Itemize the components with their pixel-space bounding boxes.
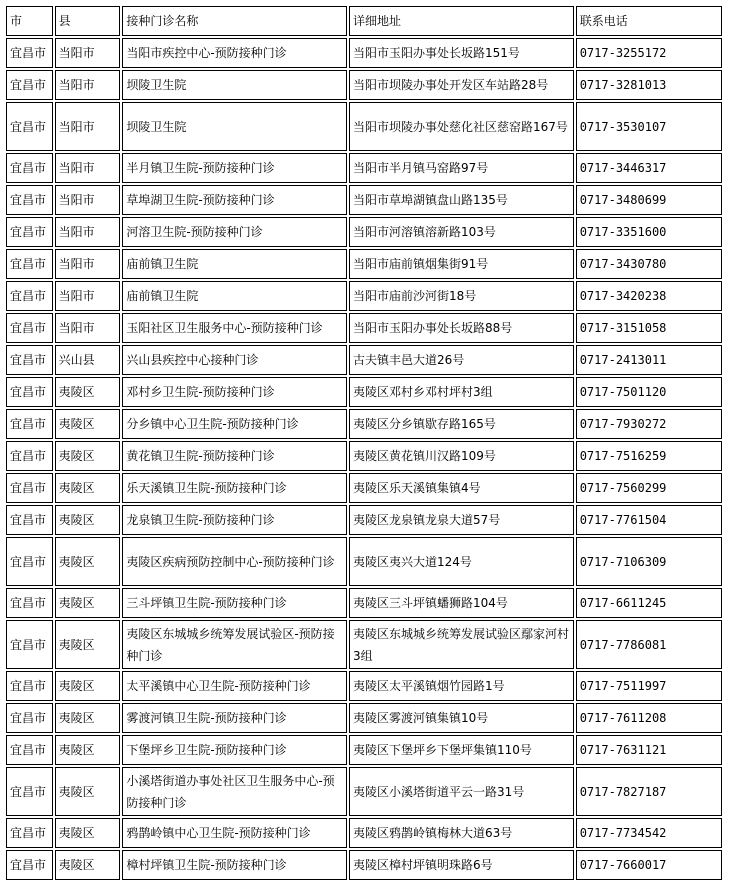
- cell-city: 宜昌市: [6, 620, 53, 669]
- cell-county: 兴山县: [55, 345, 121, 375]
- table-row: [6, 102, 722, 151]
- cell-phone: 0717-7106309: [576, 537, 722, 586]
- cell-address: 夷陵区东城城乡统筹发展试验区鄢家河村3组: [349, 620, 574, 669]
- cell-city: 宜昌市: [6, 703, 53, 733]
- cell-phone: 0717-7511997: [576, 671, 722, 701]
- cell-phone: 0717-3480699: [576, 185, 722, 215]
- cell-county: 夷陵区: [55, 620, 121, 669]
- cell-city: 宜昌市: [6, 377, 53, 407]
- cell-city: 宜昌市: [6, 249, 53, 279]
- cell-county: 当阳市: [55, 70, 121, 100]
- table-body: [6, 38, 722, 880]
- table-row: [6, 217, 722, 247]
- cell-clinic-name: 庙前镇卫生院: [122, 249, 347, 279]
- cell-clinic-name: 当阳市疾控中心-预防接种门诊: [122, 38, 347, 68]
- cell-address: 当阳市庙前镇烟集街91号: [349, 249, 574, 279]
- cell-clinic-name: 小溪塔街道办事处社区卫生服务中心-预防接种门诊: [122, 767, 347, 816]
- cell-address: 夷陵区下堡坪乡下堡坪集镇110号: [349, 735, 574, 765]
- cell-phone: 0717-3281013: [576, 70, 722, 100]
- cell-county: 夷陵区: [55, 409, 121, 439]
- cell-county: 当阳市: [55, 217, 121, 247]
- cell-clinic-name: 兴山县疾控中心接种门诊: [122, 345, 347, 375]
- table-row: [6, 620, 722, 669]
- table-row: [6, 588, 722, 618]
- cell-phone: 0717-7786081: [576, 620, 722, 669]
- cell-address: 夷陵区樟村坪镇明珠路6号: [349, 850, 574, 880]
- cell-clinic-name: 雾渡河镇卫生院-预防接种门诊: [122, 703, 347, 733]
- cell-county: 夷陵区: [55, 671, 121, 701]
- cell-county: 当阳市: [55, 185, 121, 215]
- cell-county: 夷陵区: [55, 377, 121, 407]
- cell-clinic-name: 樟村坪镇卫生院-预防接种门诊: [122, 850, 347, 880]
- cell-county: 夷陵区: [55, 505, 121, 535]
- vaccination-clinic-table: [4, 4, 724, 882]
- cell-county: 当阳市: [55, 313, 121, 343]
- cell-county: 夷陵区: [55, 703, 121, 733]
- cell-city: 宜昌市: [6, 671, 53, 701]
- header-address: 详细地址: [349, 6, 574, 36]
- cell-clinic-name: 坝陵卫生院: [122, 102, 347, 151]
- cell-county: 当阳市: [55, 249, 121, 279]
- cell-phone: 0717-7501120: [576, 377, 722, 407]
- table-row: [6, 850, 722, 880]
- cell-address: 夷陵区太平溪镇烟竹园路1号: [349, 671, 574, 701]
- cell-clinic-name: 夷陵区疾病预防控制中心-预防接种门诊: [122, 537, 347, 586]
- cell-county: 当阳市: [55, 153, 121, 183]
- cell-city: 宜昌市: [6, 441, 53, 471]
- cell-phone: 0717-7734542: [576, 818, 722, 848]
- cell-address: 当阳市玉阳办事处长坂路88号: [349, 313, 574, 343]
- cell-address: 当阳市坝陵办事处开发区车站路28号: [349, 70, 574, 100]
- table-row: [6, 767, 722, 816]
- cell-city: 宜昌市: [6, 409, 53, 439]
- cell-clinic-name: 庙前镇卫生院: [122, 281, 347, 311]
- cell-address: 夷陵区黄花镇川汉路109号: [349, 441, 574, 471]
- cell-address: 夷陵区乐天溪镇集镇4号: [349, 473, 574, 503]
- table-row: [6, 70, 722, 100]
- cell-clinic-name: 坝陵卫生院: [122, 70, 347, 100]
- header-phone: 联系电话: [576, 6, 722, 36]
- cell-phone: 0717-3446317: [576, 153, 722, 183]
- cell-city: 宜昌市: [6, 735, 53, 765]
- cell-city: 宜昌市: [6, 850, 53, 880]
- table-row: [6, 505, 722, 535]
- table-row: [6, 735, 722, 765]
- cell-phone: 0717-3255172: [576, 38, 722, 68]
- cell-address: 夷陵区三斗坪镇蟠狮路104号: [349, 588, 574, 618]
- cell-county: 当阳市: [55, 38, 121, 68]
- cell-city: 宜昌市: [6, 38, 53, 68]
- cell-city: 宜昌市: [6, 313, 53, 343]
- cell-clinic-name: 太平溪镇中心卫生院-预防接种门诊: [122, 671, 347, 701]
- cell-clinic-name: 玉阳社区卫生服务中心-预防接种门诊: [122, 313, 347, 343]
- cell-city: 宜昌市: [6, 818, 53, 848]
- cell-city: 宜昌市: [6, 767, 53, 816]
- cell-address: 当阳市庙前沙河街18号: [349, 281, 574, 311]
- cell-city: 宜昌市: [6, 153, 53, 183]
- table-row: [6, 377, 722, 407]
- cell-clinic-name: 乐天溪镇卫生院-预防接种门诊: [122, 473, 347, 503]
- table-row: [6, 818, 722, 848]
- cell-city: 宜昌市: [6, 505, 53, 535]
- table-row: [6, 703, 722, 733]
- cell-county: 夷陵区: [55, 735, 121, 765]
- cell-clinic-name: 鸦鹊岭镇中心卫生院-预防接种门诊: [122, 818, 347, 848]
- cell-phone: 0717-7560299: [576, 473, 722, 503]
- cell-clinic-name: 黄花镇卫生院-预防接种门诊: [122, 441, 347, 471]
- cell-phone: 0717-3351600: [576, 217, 722, 247]
- cell-phone: 0717-7930272: [576, 409, 722, 439]
- table-row: [6, 185, 722, 215]
- cell-clinic-name: 夷陵区东城城乡统筹发展试验区-预防接种门诊: [122, 620, 347, 669]
- cell-county: 当阳市: [55, 281, 121, 311]
- header-clinic-name: 接种门诊名称: [122, 6, 347, 36]
- table-row: [6, 671, 722, 701]
- table-row: [6, 473, 722, 503]
- cell-clinic-name: 草埠湖卫生院-预防接种门诊: [122, 185, 347, 215]
- cell-county: 夷陵区: [55, 473, 121, 503]
- cell-address: 夷陵区龙泉镇龙泉大道57号: [349, 505, 574, 535]
- cell-county: 夷陵区: [55, 818, 121, 848]
- cell-phone: 0717-7761504: [576, 505, 722, 535]
- cell-address: 当阳市河溶镇溶新路103号: [349, 217, 574, 247]
- cell-clinic-name: 龙泉镇卫生院-预防接种门诊: [122, 505, 347, 535]
- cell-city: 宜昌市: [6, 473, 53, 503]
- cell-address: 夷陵区小溪塔街道平云一路31号: [349, 767, 574, 816]
- cell-city: 宜昌市: [6, 281, 53, 311]
- cell-county: 夷陵区: [55, 588, 121, 618]
- cell-city: 宜昌市: [6, 345, 53, 375]
- cell-phone: 0717-7516259: [576, 441, 722, 471]
- cell-address: 夷陵区夷兴大道124号: [349, 537, 574, 586]
- cell-county: 夷陵区: [55, 850, 121, 880]
- cell-county: 夷陵区: [55, 537, 121, 586]
- cell-phone: 0717-3151058: [576, 313, 722, 343]
- cell-clinic-name: 邓村乡卫生院-预防接种门诊: [122, 377, 347, 407]
- cell-phone: 0717-3420238: [576, 281, 722, 311]
- table-header-row: [6, 6, 722, 36]
- cell-city: 宜昌市: [6, 102, 53, 151]
- table-row: [6, 281, 722, 311]
- cell-clinic-name: 下堡坪乡卫生院-预防接种门诊: [122, 735, 347, 765]
- table-row: [6, 249, 722, 279]
- cell-address: 当阳市玉阳办事处长坂路151号: [349, 38, 574, 68]
- cell-county: 当阳市: [55, 102, 121, 151]
- cell-phone: 0717-6611245: [576, 588, 722, 618]
- header-city: 市: [6, 6, 53, 36]
- cell-address: 夷陵区分乡镇歇存路165号: [349, 409, 574, 439]
- cell-address: 古夫镇丰邑大道26号: [349, 345, 574, 375]
- table-row: [6, 345, 722, 375]
- table-row: [6, 441, 722, 471]
- table-row: [6, 313, 722, 343]
- cell-address: 当阳市草埠湖镇盘山路135号: [349, 185, 574, 215]
- cell-phone: 0717-7660017: [576, 850, 722, 880]
- header-county: 县: [55, 6, 121, 36]
- cell-city: 宜昌市: [6, 537, 53, 586]
- table-row: [6, 38, 722, 68]
- cell-address: 当阳市坝陵办事处慈化社区慈窑路167号: [349, 102, 574, 151]
- cell-phone: 0717-7631121: [576, 735, 722, 765]
- cell-address: 夷陵区邓村乡邓村坪村3组: [349, 377, 574, 407]
- cell-county: 夷陵区: [55, 441, 121, 471]
- cell-address: 夷陵区鸦鹊岭镇梅林大道63号: [349, 818, 574, 848]
- cell-city: 宜昌市: [6, 185, 53, 215]
- cell-phone: 0717-3530107: [576, 102, 722, 151]
- cell-address: 夷陵区雾渡河镇集镇10号: [349, 703, 574, 733]
- table-row: [6, 409, 722, 439]
- cell-city: 宜昌市: [6, 70, 53, 100]
- cell-clinic-name: 分乡镇中心卫生院-预防接种门诊: [122, 409, 347, 439]
- table-row: [6, 153, 722, 183]
- table-row: [6, 537, 722, 586]
- cell-city: 宜昌市: [6, 217, 53, 247]
- cell-clinic-name: 半月镇卫生院-预防接种门诊: [122, 153, 347, 183]
- cell-city: 宜昌市: [6, 588, 53, 618]
- cell-clinic-name: 河溶卫生院-预防接种门诊: [122, 217, 347, 247]
- cell-phone: 0717-3430780: [576, 249, 722, 279]
- cell-phone: 0717-7827187: [576, 767, 722, 816]
- cell-county: 夷陵区: [55, 767, 121, 816]
- cell-phone: 0717-7611208: [576, 703, 722, 733]
- cell-clinic-name: 三斗坪镇卫生院-预防接种门诊: [122, 588, 347, 618]
- cell-phone: 0717-2413011: [576, 345, 722, 375]
- cell-address: 当阳市半月镇马窑路97号: [349, 153, 574, 183]
